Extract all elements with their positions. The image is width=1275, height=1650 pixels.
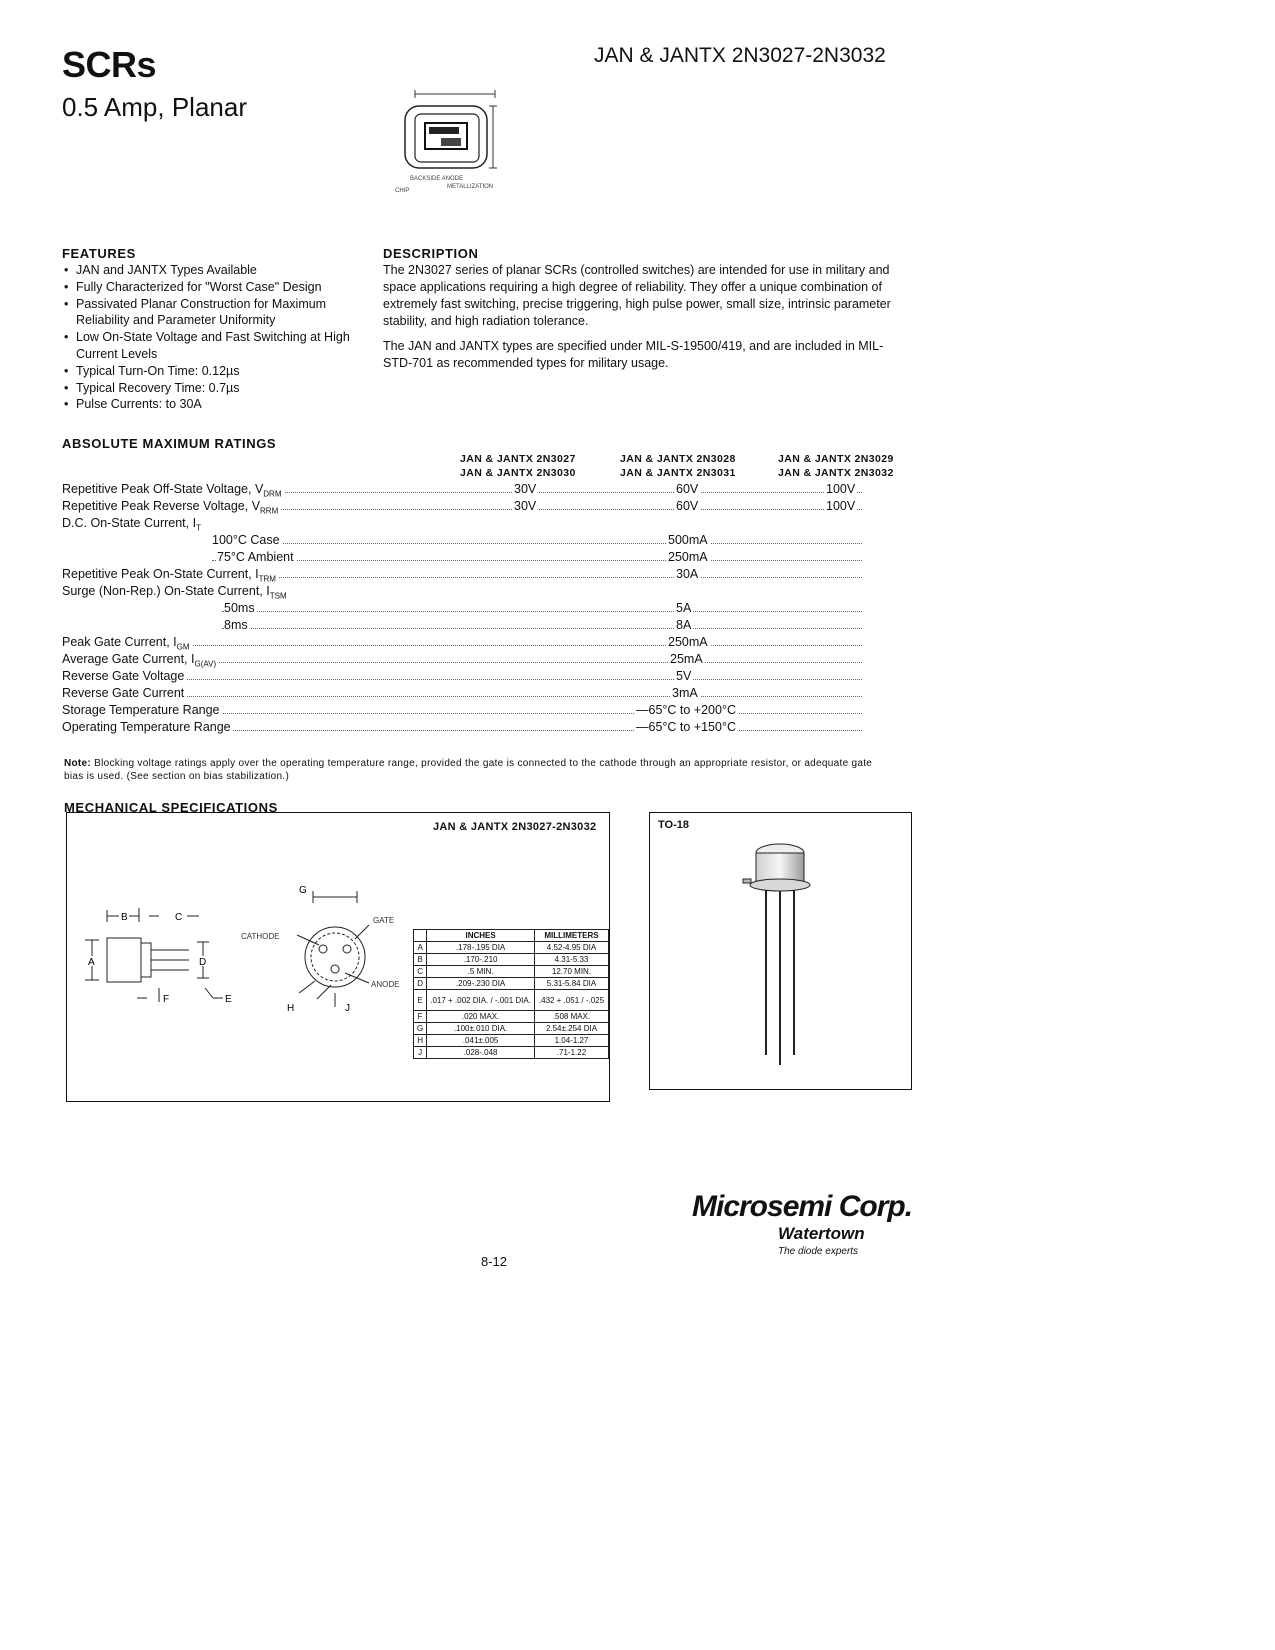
- rating-value: 5A: [676, 601, 692, 615]
- rating-label-subscript: DRM: [263, 489, 282, 499]
- svg-text:BACKSIDE ANODE: BACKSIDE ANODE: [410, 176, 464, 182]
- rating-label-subscript: RRM: [260, 506, 279, 516]
- rating-label: 50ms: [224, 601, 255, 615]
- feature-item: • Pulse Currents: to 30A: [62, 396, 372, 413]
- blocking-voltage-note: [64, 757, 884, 783]
- dimension-mm: 12.70 MIN.: [534, 966, 608, 978]
- rating-value: 25mA: [670, 652, 703, 666]
- rating-label: [62, 635, 192, 652]
- dimension-table-row: [414, 966, 609, 978]
- dimension-label-g: G: [299, 885, 307, 896]
- dimension-inches: .178-.195 DIA: [427, 942, 535, 954]
- dimension-table-header: INCHES: [427, 930, 535, 942]
- column-header-line: JAN & JANTX 2N3030: [460, 467, 576, 479]
- dimension-mm: 4.52-4.95 DIA: [534, 942, 608, 954]
- dimension-inches: .170-.210: [427, 954, 535, 966]
- rating-label: Storage Temperature Range: [62, 703, 220, 717]
- dimension-label-j: J: [345, 1003, 350, 1014]
- mechanical-heading: MECHANICAL SPECIFICATIONS: [64, 800, 278, 815]
- rating-label: [62, 499, 280, 516]
- rating-value: 3mA: [672, 686, 698, 700]
- chip-outline-drawing: [395, 88, 535, 218]
- rating-value: 500mA: [668, 533, 708, 547]
- rating-label-subscript: GM: [176, 642, 190, 652]
- rating-value: 60V: [676, 499, 699, 513]
- rating-label: [62, 584, 289, 601]
- rating-label-text: D.C. On-State Current, I: [62, 516, 197, 530]
- dimension-letter: D: [414, 978, 427, 990]
- page-subtitle: 0.5 Amp, Planar: [62, 92, 247, 122]
- dimension-table-row: [414, 1011, 609, 1023]
- company-logo: Microsemi Corp.: [692, 1190, 913, 1223]
- package-label: TO-18: [658, 819, 689, 831]
- ratings-column-header: [620, 452, 736, 480]
- rating-label: Reverse Gate Current: [62, 686, 185, 700]
- dimension-letter: A: [414, 942, 427, 954]
- rating-label: Operating Temperature Range: [62, 720, 231, 734]
- to18-package-illustration: [740, 835, 830, 1075]
- dimension-letter: J: [414, 1047, 427, 1059]
- dimension-table-row: [414, 990, 609, 1011]
- ratings-heading: ABSOLUTE MAXIMUM RATINGS: [62, 436, 277, 451]
- rating-value: 30V: [514, 499, 537, 513]
- dimension-label-f: F: [163, 994, 170, 1005]
- dimension-label-b: B: [121, 912, 128, 923]
- note-text: Blocking voltage ratings apply over the operating temperature range, provided the gate is connected to the cathode through an appropriate resistor, or adequate gate bias is used. (See section on bias stabilization.): [64, 758, 873, 782]
- rating-label: 8ms: [224, 618, 248, 632]
- dimension-table-row: [414, 1023, 609, 1035]
- dimension-table: [413, 929, 609, 1059]
- description-body: [383, 262, 893, 380]
- column-header-line: JAN & JANTX 2N3028: [620, 453, 736, 465]
- rating-row: [62, 720, 862, 737]
- rating-value: —65°C to +150°C: [636, 720, 736, 734]
- pin-label-cathode: CATHODE: [241, 932, 280, 941]
- dimension-inches: .020 MAX.: [427, 1011, 535, 1023]
- rating-label-subscript: G(AV): [194, 659, 217, 669]
- rating-row: [62, 499, 862, 516]
- rating-label-subscript: TSM: [269, 591, 287, 601]
- feature-item: • Typical Turn-On Time: 0.12µs: [62, 363, 372, 380]
- rating-label-text: Repetitive Peak On-State Current, I: [62, 567, 259, 581]
- rating-row: [62, 482, 862, 499]
- rating-label-text: Repetitive Peak Off-State Voltage, V: [62, 482, 264, 496]
- package-side-view-drawing: [77, 898, 257, 1013]
- feature-item: • Low On-State Voltage and Fast Switching at High Current Levels: [62, 329, 372, 363]
- rating-label-text: Average Gate Current, I: [62, 652, 195, 666]
- ratings-column-header: [460, 452, 576, 480]
- rating-row: [62, 635, 862, 652]
- rating-value: 5V: [676, 669, 692, 683]
- feature-item: • Passivated Planar Construction for Maximum Reliability and Parameter Uniformity: [62, 296, 372, 330]
- ratings-column-header: [778, 452, 894, 480]
- note-lead: Note:: [64, 758, 92, 769]
- dimension-mm: 5.31-5.84 DIA: [534, 978, 608, 990]
- page-number: 8-12: [481, 1254, 508, 1269]
- feature-item: • Fully Characterized for "Worst Case" Design: [62, 279, 372, 296]
- mechanical-box-title: JAN & JANTX 2N3027-2N3032: [433, 821, 597, 833]
- dimension-table-row: [414, 1035, 609, 1047]
- svg-text:METALLIZATION: METALLIZATION: [447, 184, 494, 190]
- rating-label-text: Surge (Non-Rep.) On-State Current, I: [62, 584, 270, 598]
- dimension-inches: .041±.005: [427, 1035, 535, 1047]
- rating-row: [62, 652, 862, 669]
- rating-label: [62, 516, 203, 533]
- rating-value: 60V: [676, 482, 699, 496]
- rating-value: —65°C to +200°C: [636, 703, 736, 717]
- dimension-mm: 2.54±.254 DIA: [534, 1023, 608, 1035]
- rating-label-subscript: T: [196, 523, 201, 533]
- dimension-mm: .508 MAX.: [534, 1011, 608, 1023]
- rating-row: [62, 618, 862, 635]
- dimension-label-a: A: [88, 957, 95, 968]
- dimension-label-c: C: [175, 912, 183, 923]
- features-heading: FEATURES: [62, 246, 136, 261]
- rating-row: [62, 516, 862, 533]
- rating-row: [62, 533, 862, 550]
- dimension-label-h: H: [287, 1003, 295, 1014]
- rating-label-text: Repetitive Peak Reverse Voltage, V: [62, 499, 261, 513]
- feature-item: • Typical Recovery Time: 0.7µs: [62, 380, 372, 397]
- rating-value: 30A: [676, 567, 699, 581]
- dimension-inches: .017 + .002 DIA. / -.001 DIA.: [427, 990, 535, 1011]
- dimension-table-header: MILLIMETERS: [534, 930, 608, 942]
- dimension-mm: 1.04-1.27: [534, 1035, 608, 1047]
- features-list: [62, 262, 372, 413]
- dimension-mm: .71-1.22: [534, 1047, 608, 1059]
- column-header-line: JAN & JANTX 2N3032: [778, 467, 894, 479]
- rating-label: [62, 482, 284, 499]
- rating-value: 100V: [826, 499, 856, 513]
- to18-package-box: [649, 812, 912, 1090]
- rating-row: [62, 567, 862, 584]
- dimension-inches: .028-.048: [427, 1047, 535, 1059]
- dimension-letter: C: [414, 966, 427, 978]
- dimension-table-row: [414, 1047, 609, 1059]
- dimension-mm: 4.31-5.33: [534, 954, 608, 966]
- column-header-line: JAN & JANTX 2N3029: [778, 453, 894, 465]
- rating-row: [62, 550, 862, 567]
- rating-label: Reverse Gate Voltage: [62, 669, 185, 683]
- column-header-line: JAN & JANTX 2N3027: [460, 453, 576, 465]
- dimension-label-d: D: [199, 957, 207, 968]
- dimension-table-row: [414, 978, 609, 990]
- part-range-header: JAN & JANTX 2N3027-2N3032: [594, 44, 886, 67]
- rating-value: 100V: [826, 482, 856, 496]
- dimension-letter: B: [414, 954, 427, 966]
- company-tagline: The diode experts: [778, 1246, 859, 1257]
- dimension-letter: F: [414, 1011, 427, 1023]
- description-paragraph: The JAN and JANTX types are specified under MIL-S-19500/419, and are included in MIL-STD-701 as recommended types for military usage.: [383, 339, 884, 370]
- rating-label-subscript: TRM: [258, 574, 276, 584]
- rating-row: [62, 669, 862, 686]
- rating-row: [62, 601, 862, 618]
- rating-label: [62, 567, 278, 584]
- rating-value: 250mA: [668, 550, 708, 564]
- svg-text:CHIP: CHIP: [395, 188, 410, 194]
- dimension-letter: H: [414, 1035, 427, 1047]
- dimension-letter: G: [414, 1023, 427, 1035]
- rating-row: [62, 686, 862, 703]
- description-heading: DESCRIPTION: [383, 246, 479, 261]
- rating-value: 250mA: [668, 635, 708, 649]
- dimension-inches: .209-.230 DIA: [427, 978, 535, 990]
- dimension-inches: .5 MIN.: [427, 966, 535, 978]
- rating-value: 30V: [514, 482, 537, 496]
- pin-label-gate: GATE: [373, 916, 395, 925]
- column-header-line: JAN & JANTX 2N3031: [620, 467, 736, 479]
- description-paragraph: The 2N3027 series of planar SCRs (controlled switches) are intended for use in military and space applications requiring a high degree of reliability. They offer a unique combination of extremely fast switching, precise triggering, high pulse power, small size, intrinsic parameter stability, and high radiation tolerance.: [383, 263, 891, 328]
- rating-label-text: Peak Gate Current, I: [62, 635, 177, 649]
- company-location: Watertown: [778, 1224, 865, 1243]
- dimension-mm: .432 + .051 / -.025: [534, 990, 608, 1011]
- mechanical-drawing-box: [66, 812, 610, 1102]
- dimension-table-header: [414, 930, 427, 942]
- feature-item: • JAN and JANTX Types Available: [62, 262, 372, 279]
- rating-value: 8A: [676, 618, 692, 632]
- page-title: SCRs: [62, 44, 157, 85]
- rating-row: [62, 584, 862, 601]
- pin-label-anode: ANODE: [371, 980, 400, 989]
- dimension-table-row: [414, 942, 609, 954]
- dimension-inches: .100±.010 DIA.: [427, 1023, 535, 1035]
- rating-label: 75°C Ambient: [217, 550, 294, 564]
- dimension-table-row: [414, 954, 609, 966]
- rating-label: [62, 652, 218, 669]
- rating-row: [62, 703, 862, 720]
- package-bottom-view-drawing: [235, 873, 415, 1033]
- dimension-table-header-row: [414, 930, 609, 942]
- dimension-label-e: E: [225, 994, 232, 1005]
- dimension-letter: E: [414, 990, 427, 1011]
- rating-label: 100°C Case: [212, 533, 280, 547]
